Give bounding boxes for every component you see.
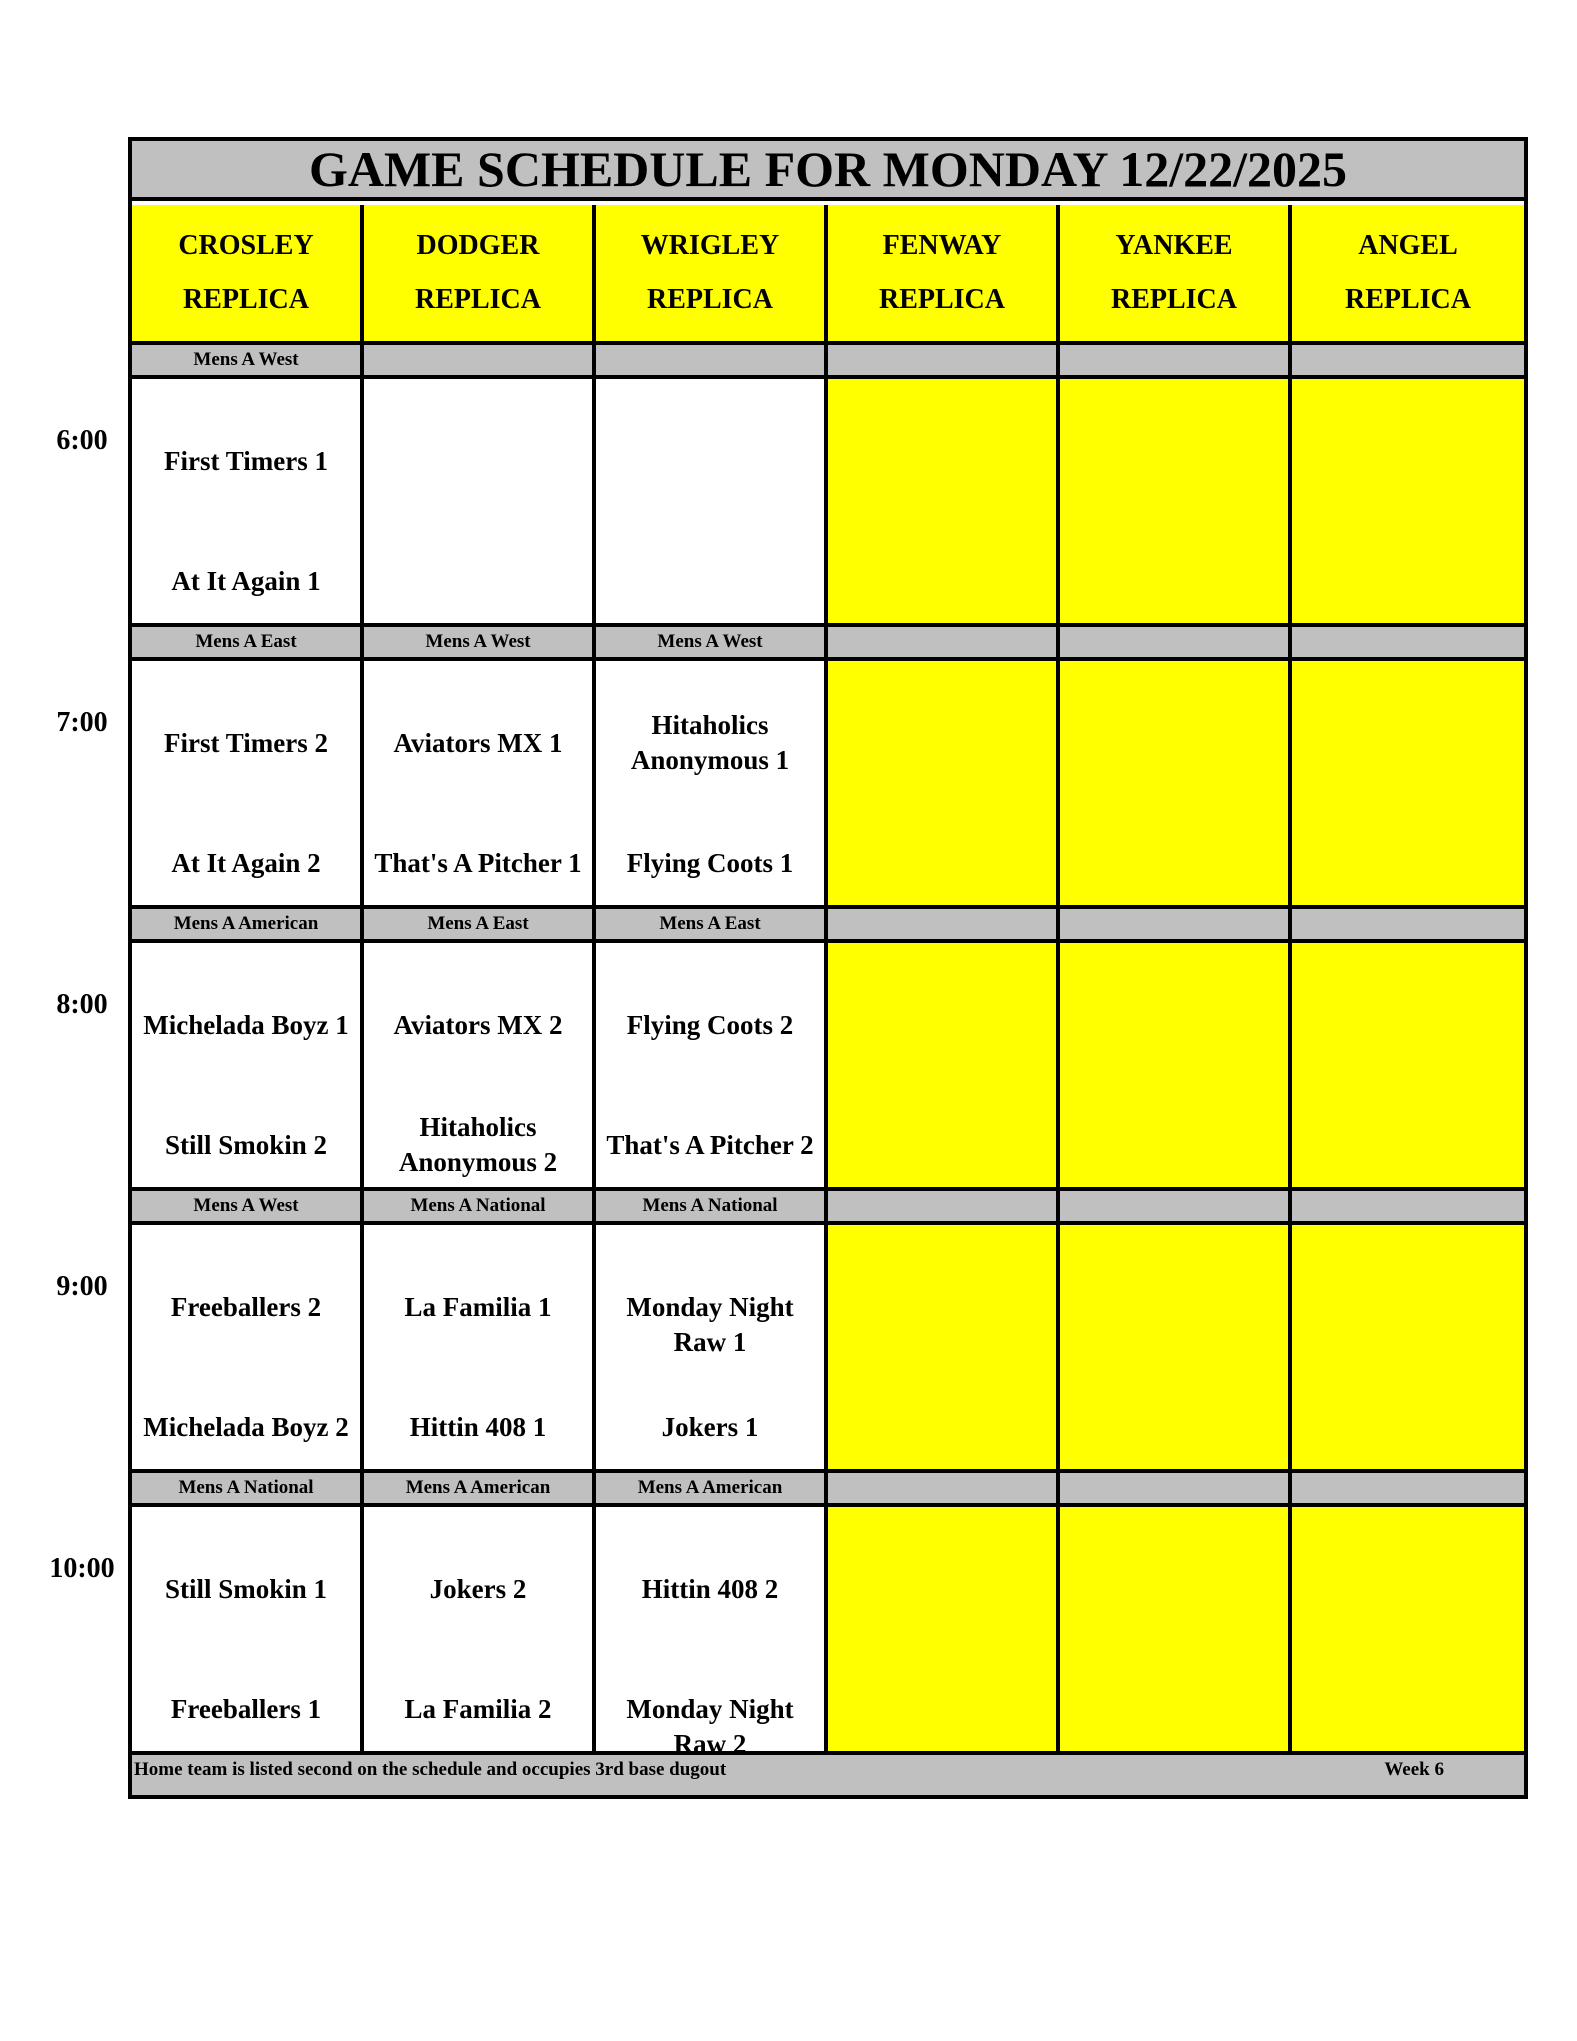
- time-label: 8:00: [56, 989, 108, 1020]
- home-team: Jokers 1: [661, 1411, 759, 1442]
- home-team: That's A Pitcher 2: [606, 1129, 814, 1160]
- empty-field-slot: [596, 379, 828, 627]
- home-team: At It Again 2: [171, 847, 321, 878]
- division-label: Mens A East: [596, 909, 828, 943]
- game-cell: [132, 1225, 364, 1473]
- venue-subtitle: REPLICA: [182, 284, 309, 315]
- page-title: GAME SCHEDULE FOR MONDAY 12/22/2025: [132, 141, 1524, 201]
- venue-header: [364, 205, 596, 345]
- empty-field-slot: [828, 379, 1060, 627]
- away-team: First Timers 2: [164, 727, 328, 758]
- time-label: 6:00: [56, 425, 108, 456]
- empty-field-slot: [1292, 379, 1524, 627]
- home-team: Still Smokin 2: [164, 1129, 328, 1160]
- division-label: Mens A West: [132, 345, 364, 379]
- empty-field-slot: [1292, 1225, 1524, 1473]
- division-label: Mens A American: [132, 909, 364, 943]
- game-cell: [132, 661, 364, 909]
- venue-header: [1060, 205, 1292, 345]
- empty-field-slot: [828, 661, 1060, 909]
- time-label: 7:00: [56, 707, 108, 738]
- venue-subtitle: REPLICA: [646, 284, 773, 315]
- game-cell: [132, 379, 364, 627]
- division-label: Mens A East: [132, 627, 364, 661]
- home-team: Michelada Boyz 2: [143, 1411, 349, 1442]
- venue-subtitle: REPLICA: [414, 284, 541, 315]
- empty-field-slot: [828, 1507, 1060, 1755]
- venue-name: FENWAY: [882, 230, 1002, 261]
- division-label: [1292, 1473, 1524, 1507]
- empty-field-slot: [1292, 1507, 1524, 1755]
- away-team: Still Smokin 1: [164, 1573, 328, 1604]
- away-team: Michelada Boyz 1: [143, 1009, 349, 1040]
- division-label: [1060, 345, 1292, 379]
- away-team: Hitaholics Anonymous 1: [630, 710, 790, 775]
- empty-field-slot: [828, 943, 1060, 1191]
- empty-field-slot: [1060, 1507, 1292, 1755]
- game-cell: [596, 1507, 828, 1759]
- division-label: Mens A National: [132, 1473, 364, 1507]
- venue-name: WRIGLEY: [640, 230, 780, 261]
- division-label: Mens A West: [132, 1191, 364, 1225]
- game-cell: [364, 1507, 596, 1755]
- division-label: Mens A West: [364, 627, 596, 661]
- schedule-sheet: [128, 137, 1528, 1799]
- game-cell: [364, 1225, 596, 1473]
- empty-field-slot: [364, 379, 596, 627]
- venue-name: CROSLEY: [178, 230, 314, 261]
- venue-subtitle: REPLICA: [1344, 284, 1471, 315]
- venue-header: [1292, 205, 1524, 345]
- division-label: [1060, 1191, 1292, 1225]
- time-label: 10:00: [49, 1553, 115, 1584]
- away-team: Aviators MX 2: [393, 1009, 563, 1040]
- division-label: [828, 1191, 1060, 1225]
- venue-header: [596, 205, 828, 345]
- game-cell: [596, 943, 828, 1191]
- home-team: Monday Night Raw 2: [626, 1693, 794, 1759]
- empty-field-slot: [1060, 661, 1292, 909]
- division-label: Mens A National: [596, 1191, 828, 1225]
- division-label: [828, 345, 1060, 379]
- division-label: Mens A National: [364, 1191, 596, 1225]
- away-team: La Familia 1: [404, 1291, 552, 1322]
- venue-subtitle: REPLICA: [878, 284, 1005, 315]
- division-label: [1292, 627, 1524, 661]
- empty-field-slot: [1060, 379, 1292, 627]
- division-label: [1292, 909, 1524, 943]
- away-team: Aviators MX 1: [393, 727, 563, 758]
- division-label: [1292, 345, 1524, 379]
- home-team: That's A Pitcher 1: [374, 847, 582, 878]
- division-label: [1292, 1191, 1524, 1225]
- empty-field-slot: [1292, 943, 1524, 1191]
- division-label: [828, 909, 1060, 943]
- game-cell: [596, 661, 828, 909]
- time-label: 9:00: [56, 1271, 108, 1302]
- home-team: Hittin 408 1: [409, 1411, 547, 1442]
- division-label: [596, 345, 828, 379]
- empty-field-slot: [1292, 661, 1524, 909]
- division-label: [1060, 1473, 1292, 1507]
- division-label: [1060, 909, 1292, 943]
- division-label: Mens A West: [596, 627, 828, 661]
- away-team: Hittin 408 2: [641, 1573, 779, 1604]
- venue-name: YANKEE: [1115, 230, 1233, 261]
- division-label: Mens A American: [596, 1473, 828, 1507]
- away-team: Freeballers 2: [170, 1291, 322, 1322]
- game-cell: [132, 1507, 364, 1755]
- division-label: [828, 627, 1060, 661]
- division-label: [364, 345, 596, 379]
- away-team: Monday Night Raw 1: [626, 1291, 794, 1357]
- game-cell: [132, 943, 364, 1191]
- division-label: [828, 1473, 1060, 1507]
- home-team: Flying Coots 1: [626, 847, 794, 878]
- venue-header: [132, 205, 364, 345]
- venue-subtitle: REPLICA: [1110, 284, 1237, 315]
- venue-name: DODGER: [416, 230, 540, 261]
- game-cell: [364, 943, 596, 1191]
- week-label: Week 6: [1384, 1759, 1444, 1780]
- game-cell: [364, 661, 596, 909]
- venue-header: [828, 205, 1060, 345]
- game-cell: [596, 1225, 828, 1473]
- empty-field-slot: [828, 1225, 1060, 1473]
- footer-note: Home team is listed second on the schedule and occupies 3rd base dugout: [134, 1759, 727, 1780]
- away-team: Jokers 2: [429, 1573, 527, 1604]
- home-team: Hitaholics Anonymous 2: [398, 1112, 558, 1177]
- away-team: First Timers 1: [164, 445, 328, 476]
- division-label: Mens A American: [364, 1473, 596, 1507]
- away-team: Flying Coots 2: [626, 1009, 794, 1040]
- empty-field-slot: [1060, 943, 1292, 1191]
- home-team: La Familia 2: [404, 1693, 552, 1724]
- home-team: At It Again 1: [171, 565, 321, 596]
- division-label: [1060, 627, 1292, 661]
- empty-field-slot: [1060, 1225, 1292, 1473]
- home-team: Freeballers 1: [170, 1693, 322, 1724]
- division-label: Mens A East: [364, 909, 596, 943]
- venue-name: ANGEL: [1358, 230, 1458, 261]
